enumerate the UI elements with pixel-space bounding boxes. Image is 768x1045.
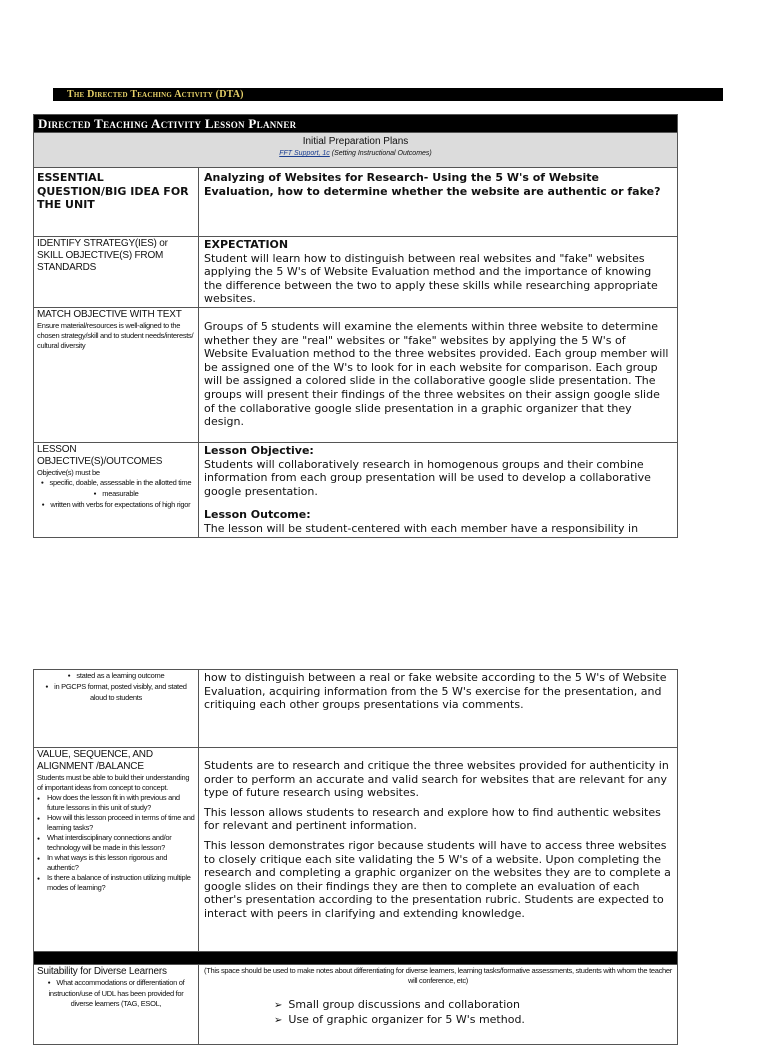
list-item: ➢ Small group discussions and collaboration (274, 998, 672, 1013)
list-item: ● How does the lesson fit in with previous and future lessons in this unit of study? (37, 793, 195, 813)
fft-support-link[interactable]: FFT Support, 1c (279, 150, 330, 157)
lesson-cell (199, 442, 678, 537)
subheader-link-rest: (Setting Instructional Outcomes) (329, 150, 432, 157)
value-paragraph-1: Students are to research and critique the three websites provided for authenticity in order to perform an accurate and valid search for websites that are relevant for any type of future research using websites. (204, 759, 669, 800)
value-label: VALUE, SEQUENCE, AND ALIGNMENT /BALANCE (37, 749, 153, 772)
lesson-label: LESSON OBJECTIVE(S)/OUTCOMES (37, 443, 163, 467)
essential-text: Analyzing of Websites for Research- Using the 5 W's of Website Evaluation, how to determine whether the website are authentic or fake? (199, 168, 678, 237)
list-item: ● in PGCPS format, posted visibly, and stated aloud to students (37, 682, 195, 703)
section-divider (34, 952, 678, 965)
list-item: ● What accommodations or differentiation of instruction/use of UDL has been provided for diverse learners (TAG, ESOL, (37, 978, 195, 1009)
lesson-outcome-text: The lesson will be student-centered with each member have a responsibility in (204, 521, 639, 535)
strategy-label: IDENTIFY STRATEGY(IES) or SKILL OBJECTIVE(S) FROM STANDARDS (37, 238, 168, 273)
match-text: Groups of 5 students will examine the elements within three website to determine whether they are "real" websites or "fake" websites by applying the 5 W's of Website Evaluation method to the three websites provided. Each group member will be assigned one of the W's to look for in each website for comparison. Each group will be assigned a colored slide in the collaborative google slide presentation. The groups will present their findings of the three websites on their assign google slide of the collaborative google slide presentation in a graphic organizer that they design. (199, 307, 678, 442)
lesson-cont-text: how to distinguish between a real or fake website according to the 5 W's of Website Evaluation, acquiring information from the 5 W's exercise for the presentation, and critiquing each other groups presentations via comments. (199, 670, 678, 748)
expectation-text: Student will learn how to distinguish between real websites and "fake" websites applying the 5 W's of Website Evaluation method and the importance of knowing the difference between the two to apply these skills while researching appropriate websites. (204, 251, 658, 306)
value-paragraph-2: This lesson allows students to research and explore how to find authentic websites for relevant and pertinent information. (204, 805, 661, 833)
lesson-bullets (37, 478, 195, 511)
lesson-cont-label-cell (34, 670, 199, 748)
list-item: ● stated as a learning outcome (37, 671, 195, 682)
list-item: ● In what ways is this lesson rigorous and authentic? (37, 853, 195, 873)
planner-header: Directed Teaching Activity Lesson Planner (34, 115, 678, 133)
suitability-items (204, 998, 672, 1027)
match-note: Ensure material/resources is well-aligned to the chosen strategy/skill and to student needs/interests/ cultural diversity (37, 320, 194, 350)
lesson-label-cell (34, 442, 199, 537)
strategy-cell (199, 237, 678, 308)
expectation-heading: EXPECTATION (204, 238, 289, 251)
value-bullets (37, 793, 195, 893)
subheader-link-line (34, 148, 677, 159)
lesson-outcome-heading: Lesson Outcome: (204, 508, 311, 522)
list-item: ● specific, doable, assessable in the allotted time (37, 478, 195, 489)
list-item: ● What interdisciplinary connections and/or technology will be made in this lesson? (37, 833, 195, 853)
list-item: ➢ Use of graphic organizer for 5 W's method. (274, 1013, 672, 1028)
planner-subheader (34, 133, 678, 168)
value-note: Students must be able to build their understanding of important ideas from concept to concept. (37, 773, 190, 792)
list-item: ● Is there a balance of instruction utilizing multiple modes of learning? (37, 873, 195, 893)
match-label-cell (34, 307, 199, 442)
suitability-note: (This space should be used to make notes about differentiating for diverse learners, learning tasks/formative assessments, students with whom the teacher will conference, etc) (204, 966, 672, 985)
top-banner-text: The Directed Teaching Activity (DTA) (67, 89, 244, 100)
lesson-objective-heading: Lesson Objective: (204, 443, 314, 457)
lesson-cont-bullets (37, 671, 195, 703)
suitability-label: Suitability for Diverse Learners (37, 966, 167, 977)
suitability-bullets (37, 978, 195, 1009)
lesson-note: Objective(s) must be (37, 467, 100, 477)
subheader-title: Initial Preparation Plans (302, 136, 409, 147)
list-item: ● measurable (37, 489, 195, 500)
list-item: ● How will this lesson proceed in terms of time and learning tasks? (37, 813, 195, 833)
match-label: MATCH OBJECTIVE WITH TEXT (37, 308, 182, 320)
lesson-objective-text: Students will collaboratively research in homogenous groups and their combine information from each group presentation will be used to develop a collaborative google presentation. (204, 457, 651, 498)
list-item: ● written with verbs for expectations of high rigor (37, 500, 195, 511)
value-label-cell (34, 748, 199, 952)
essential-label: ESSENTIAL QUESTION/BIG IDEA FOR THE UNIT (34, 168, 199, 237)
value-cell (199, 748, 678, 952)
lesson-planner-table-2 (33, 669, 678, 1045)
suitability-cell (199, 965, 678, 1045)
suitability-label-cell (34, 965, 199, 1045)
top-banner (53, 88, 723, 101)
strategy-label-cell (34, 237, 199, 308)
lesson-planner-table-1 (33, 114, 678, 538)
value-paragraph-3: This lesson demonstrates rigor because students will have to access three websites to closely critique each site validating the 5 W's of a website. Upon completing the research and completing a graphic organizer on the websites they are to complete a google slides on their findings they are then to complete an evaluation of each other's presentation according to the presentation rubric. Students are expected to interact with peers in clarifying and extending knowledge. (204, 838, 671, 920)
